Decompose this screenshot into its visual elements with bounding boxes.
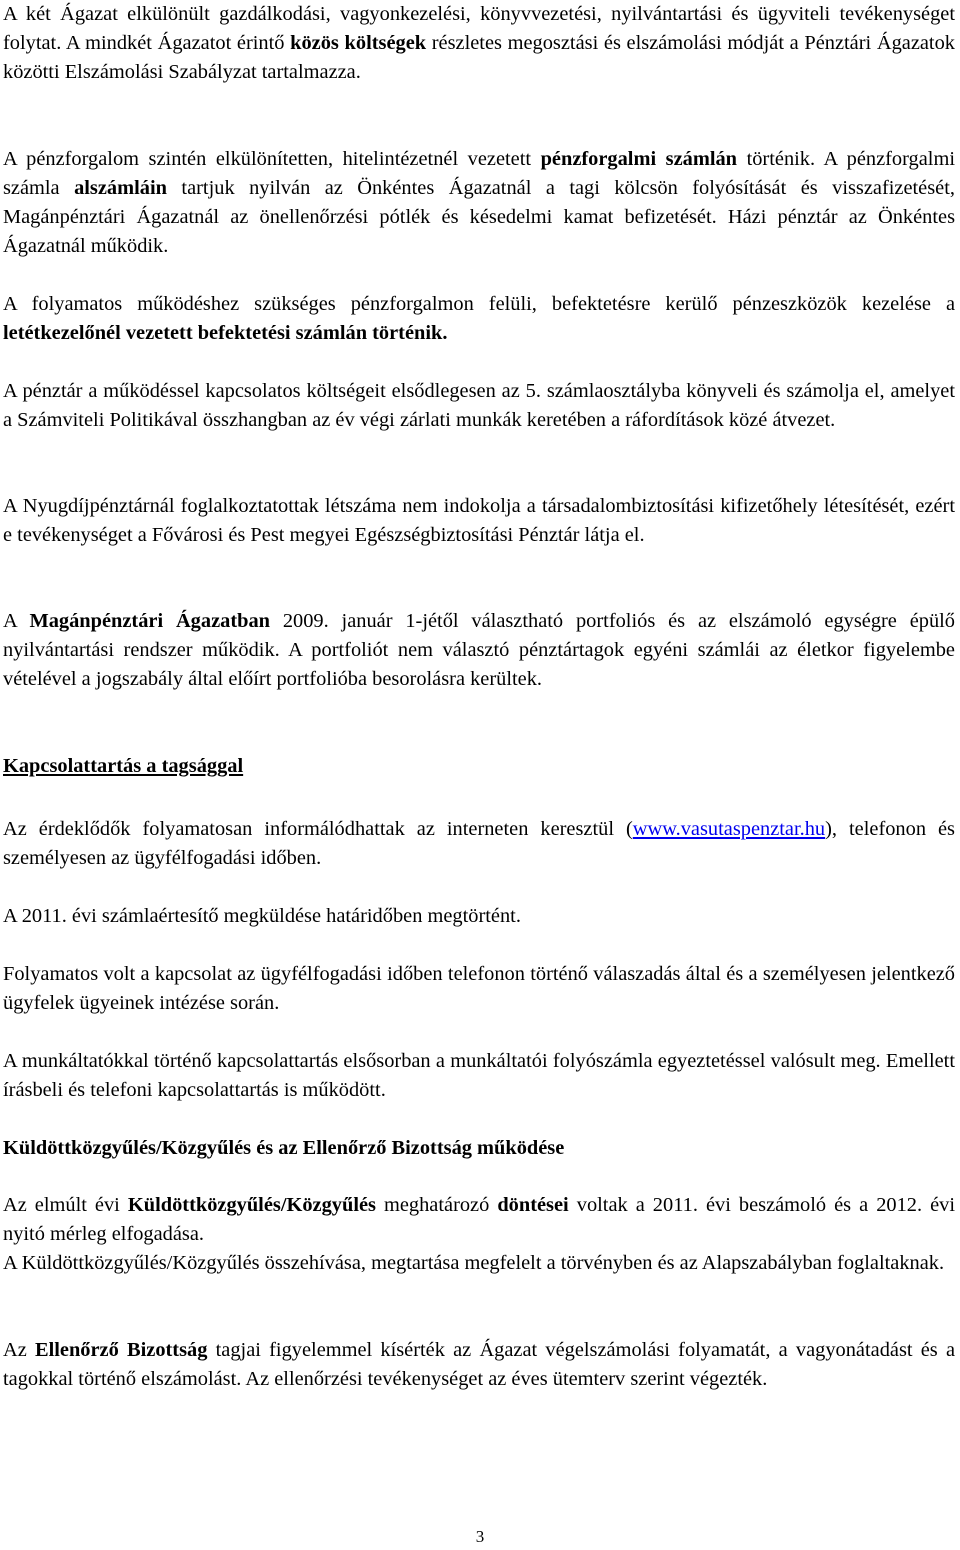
website-link[interactable]: www.vasutaspenztar.hu <box>632 818 826 840</box>
bold-text: letétkezelőnél vezetett befektetési számlán történik. <box>3 322 448 344</box>
paragraph-account-statement <box>3 902 955 931</box>
text-run: A Nyugdíjpénztárnál foglalkoztatottak létszáma nem indokolja a társadalombiztosítási kifizetőhely létesítését, ezért e tevékenységet a Fővárosi és Pest megyei Egészségbiztosítási Pénztár látja el. <box>3 495 955 546</box>
text-run: A 2011. évi számlaértesítő megküldése határidőben megtörtént. <box>3 905 521 927</box>
paragraph-employer-contact <box>3 1047 955 1105</box>
text-run: 2009. január 1-jétől választható portfoliós és az elszámoló egységre épülő nyilvántartási rendszer működik. A portfoliót nem választó pénztártagok egyéni számlái az életkor figyelembe vételével a jogszabály által előírt portfolióba besorolásra kerültek. <box>3 610 956 690</box>
paragraph-portfolio-system <box>3 607 955 694</box>
text-run: voltak a 2011. évi beszámoló és a 2012. évi nyitó mérleg elfogadása. <box>3 1194 956 1245</box>
text-run: ), telefonon és személyesen az ügyfélfogadási időben. <box>3 818 955 869</box>
paragraph-assembly-decisions <box>3 1191 955 1249</box>
text-run: A <box>3 610 30 632</box>
text-run: A folyamatos működéshez szükséges pénzforgalmon felüli, befektetésre kerülő pénzeszközök kezelése a <box>3 293 955 315</box>
bold-text: döntései <box>497 1194 569 1216</box>
paragraph-assembly-convening <box>3 1249 955 1278</box>
text-run: A pénzforgalom szintén elkülönítetten, hitelintézetnél vezetett <box>3 148 541 170</box>
paragraph-internet-info <box>3 815 955 873</box>
bold-text: alszámláin <box>74 177 167 199</box>
bold-text: közös költségek <box>290 32 427 54</box>
bold-text: pénzforgalmi számlán <box>540 148 738 170</box>
paragraph-operating-costs <box>3 377 955 435</box>
paragraph-supervisory-board <box>3 1336 955 1394</box>
paragraph-investment-account <box>3 290 955 348</box>
text-run: A pénztár a működéssel kapcsolatos költségeit elsődlegesen az 5. számlaosztályba könyveli és számolja el, amelyet a Számviteli Politikával összhangban az év végi zárlati munkák keretében a ráfordítások közé átvezet. <box>3 380 955 431</box>
bold-text: Magánpénztári Ágazatban <box>29 610 270 632</box>
text-run: Kapcsolattartás a tagsággal <box>3 755 244 777</box>
paragraph-shared-costs <box>3 0 955 87</box>
text-run: Folyamatos volt a kapcsolat az ügyfélfogadási időben telefonon történő válaszadás által és a személyesen jelentkező ügyfelek ügyeinek intézése során. <box>3 963 955 1014</box>
bold-text: Ellenőrző Bizottság <box>34 1339 208 1361</box>
text-run: meghatározó <box>375 1194 498 1216</box>
heading-member-contact <box>3 752 955 781</box>
text-run: Az <box>3 1339 35 1361</box>
bold-text: Küldöttközgyűlés/Közgyűlés <box>127 1194 376 1216</box>
text-run: Küldöttközgyűlés/Közgyűlés és az Ellenőrző Bizottság működése <box>3 1137 565 1159</box>
text-run: A munkáltatókkal történő kapcsolattartás elsősorban a munkáltatói folyószámla egyeztetéssel valósult meg. Emellett írásbeli és telefoni kapcsolattartás is működött. <box>3 1050 955 1101</box>
page-number: 3 <box>475 1527 485 1546</box>
text-run: Az érdeklődők folyamatosan informálódhattak az interneten keresztül ( <box>3 818 633 840</box>
heading-general-assembly <box>3 1134 955 1163</box>
text-run: részletes megosztási és elszámolási módját a Pénztári Ágazatok közötti Elszámolási Szabályzat tartalmazza. <box>3 32 955 83</box>
text-run: Az elmúlt évi <box>3 1194 128 1216</box>
text-run: tagjai figyelemmel kísérték az Ágazat végelszámolási folyamatát, a vagyonátadást és a tagokkal történő elszámolást. Az ellenőrzési tevékenységet az éves ütemterv szerint végezték. <box>3 1339 955 1390</box>
text-run: tartjuk nyilván az Önkéntes Ágazatnál a tagi kölcsön folyósítását és visszafizetését, Magánpénztári Ágazatnál az önellenőrzési pótlék és késedelmi kamat befizetését. Házi pénztár az Önkéntes Ágazatnál működik. <box>3 177 955 257</box>
text-run: A Küldöttközgyűlés/Közgyűlés összehívása, megtartása megfelelt a törvényben és az Alapszabályban foglaltaknak. <box>3 1252 945 1274</box>
paragraph-cash-flow <box>3 145 955 261</box>
paragraph-social-security <box>3 492 955 550</box>
text-run: A két Ágazat elkülönült gazdálkodási, vagyonkezelési, könyvvezetési, nyilvántartási és ügyviteli tevékenységet folytat. A mindkét Ágazatot érintő <box>3 3 955 54</box>
paragraph-customer-service <box>3 960 955 1018</box>
text-run: történik. A pénzforgalmi számla <box>3 148 955 199</box>
